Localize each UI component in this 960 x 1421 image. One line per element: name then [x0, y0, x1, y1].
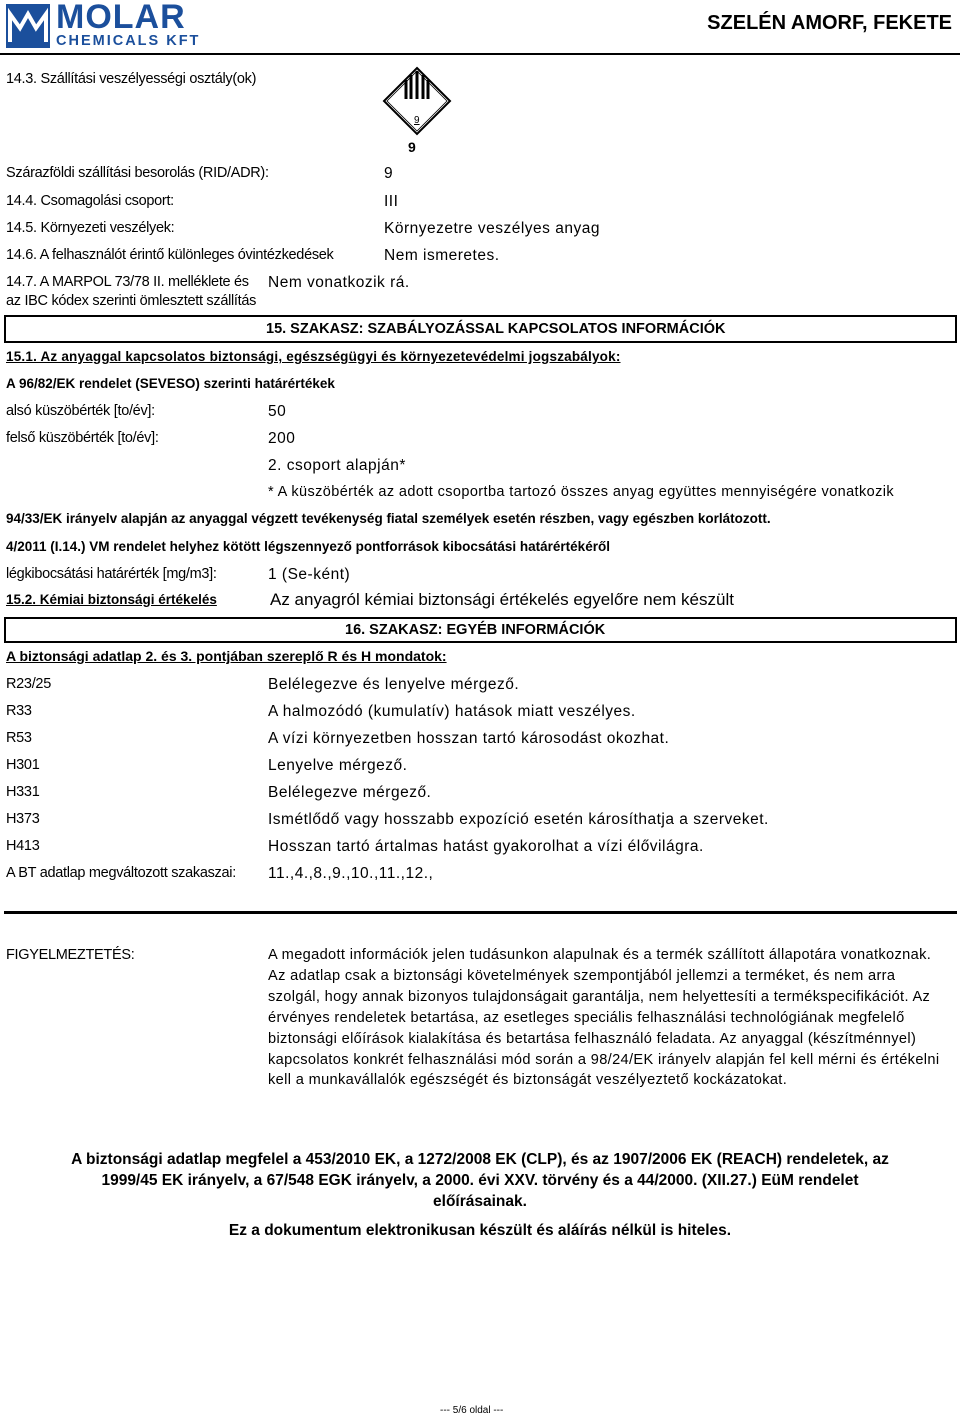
- phrase-code: H301: [6, 757, 40, 773]
- changed-sections-value: 11.,4.,8.,9.,10.,11.,12.,: [268, 865, 434, 882]
- upper-threshold-label: felső küszöbérték [to/év]:: [6, 430, 159, 446]
- group-basis: 2. csoport alapján*: [268, 457, 406, 474]
- s16-intro: A biztonsági adatlap 2. és 3. pontjában szereplő R és H mondatok:: [6, 648, 447, 664]
- phrase-text: Ismétlődő vagy hosszabb expozíció esetén károsíthatja a szerveket.: [268, 811, 769, 828]
- phrase-text: A vízi környezetben hosszan tartó károsodást okozhat.: [268, 730, 670, 747]
- logo-text-top: MOLAR: [56, 0, 186, 36]
- phrase-code: H373: [6, 811, 40, 827]
- electronic-statement: Ez a dokumentum elektronikusan készült és aláírás nélkül is hiteles.: [228, 1222, 732, 1239]
- section-divider: [4, 911, 957, 914]
- company-logo: [6, 2, 226, 50]
- phrase-code: R33: [6, 703, 32, 719]
- compliance-line-3: előírásainak.: [433, 1193, 527, 1210]
- s15-title: 15. SZAKASZ: SZABÁLYOZÁSSAL KAPCSOLATOS INFORMÁCIÓK: [266, 321, 726, 337]
- compliance-line-2: 1999/45 EK irányelv, a 67/548 EGK irányelv, a 2000. évi XXV. törvény és a 44/2000. (XII.27.) EüM rendelet: [101, 1172, 859, 1189]
- logo-mark-icon: [6, 4, 50, 48]
- s15-2-label: 15.2. Kémiai biztonsági értékelés: [6, 592, 217, 607]
- compliance-line-1: A biztonsági adatlap megfelel a 453/2010 EK, a 1272/2008 EK (CLP), és az 1907/2006 EK (REACH) rendeletek, az: [71, 1151, 889, 1168]
- emission-label: légkibocsátási határérték [mg/m3]:: [6, 566, 217, 582]
- phrase-code: R53: [6, 730, 32, 746]
- phrase-code: R23/25: [6, 676, 51, 692]
- s16-title: 16. SZAKASZ: EGYÉB INFORMÁCIÓK: [345, 622, 606, 638]
- document-title: SZELÉN AMORF, FEKETE: [707, 12, 952, 34]
- warning-label: FIGYELMEZTETÉS:: [6, 947, 135, 963]
- upper-threshold-value: 200: [268, 430, 296, 447]
- warning-text: A megadott információk jelen tudásunkon alapulnak és a termék szállított állapotára vonatkoznak. Az adatlap csak a biztonsági követelmények szempontjából jellemzi a terméket, és nem arra szolgál, hogy annak bizonyos tulajdonságait garantálja, nem helyettesíti a termékspecifikációt. Az érvényes rendeletek betartása, az esetleges speciális felhasználási technológiának megfelelő biztonsági előírások kialakítása és betartása felhasználó feladata. Az anyaggal (készítménnyel) kapcsolatos konkrét felhasználási mód során a 98/24/EK irányelv alapján fel kell mérni és értékelni kell a munkavállalók egészségét és biztonságát veszélyeztető kockázatokat.: [268, 947, 940, 1089]
- seveso-heading: A 96/82/EK rendelet (SEVESO) szerinti határértékek: [6, 376, 335, 391]
- phrase-text: A halmozódó (kumulatív) hatások miatt veszélyes.: [268, 703, 636, 720]
- s14-5-label: 14.5. Környezeti veszélyek:: [6, 220, 175, 236]
- emission-value: 1 (Se-ként): [268, 566, 351, 583]
- s14-7-label-1: 14.7. A MARPOL 73/78 II. melléklete és: [6, 274, 249, 290]
- s14-7-label-2: az IBC kódex szerinti ömlesztett szállítás: [6, 293, 257, 309]
- page-number: --- 5/6 oldal ---: [440, 1405, 504, 1416]
- rid-label: Szárazföldi szállítási besorolás (RID/ADR):: [6, 165, 269, 181]
- s14-6-value: Nem ismeretes.: [384, 247, 500, 264]
- directive-restriction: 94/33/EK irányelv alapján az anyaggal végzett tevékenység fiatal személyek esetén részben, vagy egészben korlátozott.: [6, 511, 771, 526]
- phrase-code: H413: [6, 838, 40, 854]
- hazard-pictogram: [382, 66, 452, 136]
- pictogram-number: 9: [414, 115, 420, 126]
- lower-threshold-value: 50: [268, 403, 287, 420]
- changed-sections-label: A BT adatlap megváltozott szakaszai:: [6, 865, 236, 881]
- phrase-text: Lenyelve mérgező.: [268, 757, 408, 774]
- header-rule: [0, 53, 960, 55]
- phrase-text: Belélegezve és lenyelve mérgező.: [268, 676, 520, 693]
- group-note: * A küszöbérték az adott csoportba tartozó összes anyag együttes mennyiségére vonatkozik: [268, 484, 895, 500]
- phrase-code: H331: [6, 784, 40, 800]
- s14-5-value: Környezetre veszélyes anyag: [384, 220, 600, 237]
- logo-text-bottom: CHEMICALS KFT: [56, 33, 201, 49]
- s15-title-bar: [4, 315, 957, 343]
- s14-4-value: III: [384, 193, 399, 210]
- s14-7-value: Nem vonatkozik rá.: [268, 274, 410, 291]
- s15-1-heading: 15.1. Az anyaggal kapcsolatos biztonsági, egészségügyi és környezetevédelmi jogszabályok:: [6, 349, 621, 364]
- pictogram-caption: 9: [408, 139, 416, 155]
- s14-6-label: 14.6. A felhasználót érintő különleges óvintézkedések: [6, 247, 334, 263]
- lower-threshold-label: alsó küszöbérték [to/év]:: [6, 403, 155, 419]
- vm-regulation: 4/2011 (I.14.) VM rendelet helyhez kötött légszennyező pontforrások kibocsátási határértékéről: [6, 539, 610, 554]
- s14-4-label: 14.4. Csomagolási csoport:: [6, 193, 174, 209]
- s14-3-label: 14.3. Szállítási veszélyességi osztály(ok): [6, 71, 257, 87]
- s16-title-bar: [4, 617, 957, 643]
- rid-value: 9: [384, 165, 394, 182]
- phrase-text: Hosszan tartó ártalmas hatást gyakorolhat a vízi élővilágra.: [268, 838, 704, 855]
- s15-2-value: Az anyagról kémiai biztonsági értékelés egyelőre nem készült: [270, 590, 734, 609]
- phrase-text: Belélegezve mérgező.: [268, 784, 432, 801]
